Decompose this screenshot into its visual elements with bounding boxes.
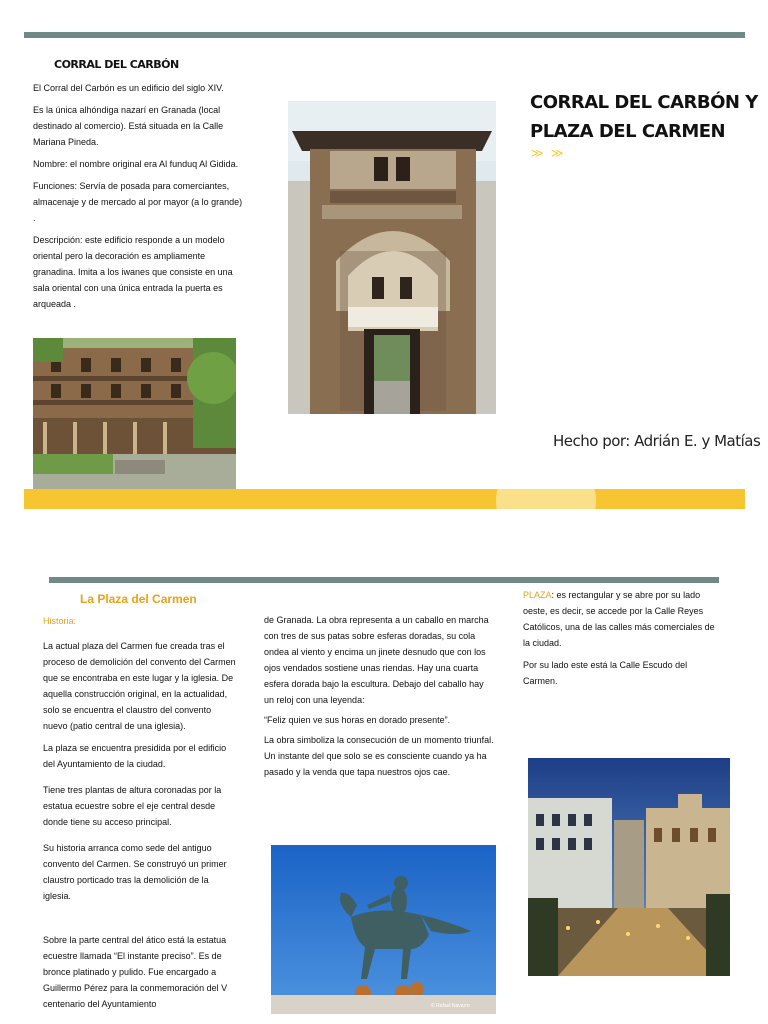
plaza-paragraph — [523, 587, 719, 651]
bottom-teal-bar — [49, 577, 719, 583]
history-subheading: Historia: — [43, 616, 77, 626]
chevrons-icon: ≫ ≫ — [531, 146, 566, 160]
statue-photo — [271, 845, 496, 1014]
brochure-title-line1: CORRAL DEL CARBÓN Y — [530, 92, 758, 113]
corral-paragraph: Es la única alhóndiga nazarí en Granada (local destinado al comercio). Está situada en la Calle Mariana Pineda. — [33, 105, 224, 147]
corral-paragraph: Nombre: el nombre original era Al funduq Al Gidida. — [33, 159, 239, 169]
plaza-text: : es rectangular y se abre por su lado oeste, es decir, se accede por la Calle Reyes Católicos, una de las calles más comerciales de la ciudad. — [523, 590, 715, 648]
history-paragraph: Sobre la parte central del ático está la estatua ecuestre llamada “El instante preciso”. Es de bronce platinado y pulido. Fue encargado a Guillermo Pérez para la conmemoración del V centenario del Ayuntamiento — [43, 935, 228, 1009]
statue-quote: “Feliz quien ve sus horas en dorado presente”. — [264, 715, 451, 725]
history-paragraph: La plaza se encuentra presidida por el edificio del Ayuntamiento de la ciudad. — [43, 743, 227, 769]
corral-text-column — [33, 80, 245, 312]
brochure-title-line2: PLAZA DEL CARMEN — [530, 121, 726, 142]
corral-paragraph: Descripción: este edificio responde a un modelo oriental pero la decoración es ampliamente granadina. Imita a los iwanes que consiste en una sala oriental con una única entrada la puerta es arqueada . — [33, 235, 233, 309]
plaza-photo — [528, 758, 730, 976]
history-paragraph: Tiene tres plantas de altura coronadas por la estatua ecuestre sobre el eje central desde donde tiene su acceso principal. — [43, 785, 222, 827]
history-paragraph: Su historia arranca como sede del antiguo convento del Carmen. Se construyó un primer claustro porticado tras la demolición de la iglesia. — [43, 843, 227, 901]
corral-paragraph: Funciones: Servía de posada para comerciantes, almacenaje y de mercado al por mayor (a lo grande) . — [33, 181, 243, 223]
corral-gate-photo — [288, 101, 496, 414]
corral-paragraph: El Corral del Carbón es un edificio del siglo XIV. — [33, 83, 224, 93]
plaza-paragraph: Por su lado este está la Calle Escudo del Carmen. — [523, 660, 688, 686]
plaza-description — [523, 587, 719, 689]
plaza-heading: La Plaza del Carmen — [80, 592, 197, 606]
author-credit: Hecho por: Adrián E. y Matías — [553, 432, 761, 450]
photo-watermark: © Rafael Navarro — [431, 1003, 470, 1009]
history-paragraph: La obra simboliza la consecución de un momento triunfal. Un instante del que solo se es consciente cuando ya ha pasado y la venda que tapa nuestros ojos cae. — [264, 735, 494, 777]
yellow-band — [24, 489, 745, 509]
top-teal-bar — [24, 32, 745, 38]
history-column-2 — [264, 612, 494, 780]
history-paragraph: de Granada. La obra representa a un caballo en marcha con tres de sus patas sobre esferas doradas, su cola ondea al viento y encima un jinete desnudo que con los ojos vendados sostiene unas riendas. Hay una cuarta esfera dorada bajo la escultura. Debajo del caballo hay un reloj con una leyenda: — [264, 615, 489, 705]
brochure-title — [530, 88, 758, 146]
courtyard-photo — [33, 338, 236, 490]
history-paragraph: La actual plaza del Carmen fue creada tras el proceso de demolición del convento del Carmen que se encontraba en este lugar y la iglesia. De aquella construcción original, en la actualidad, solo se encuentra el claustro del convento nuevo (patio central de una iglesia). — [43, 641, 236, 731]
history-column-1 — [43, 638, 237, 1012]
plaza-label: PLAZA — [523, 590, 552, 600]
section-heading-corral: CORRAL DEL CARBÓN — [54, 58, 179, 71]
